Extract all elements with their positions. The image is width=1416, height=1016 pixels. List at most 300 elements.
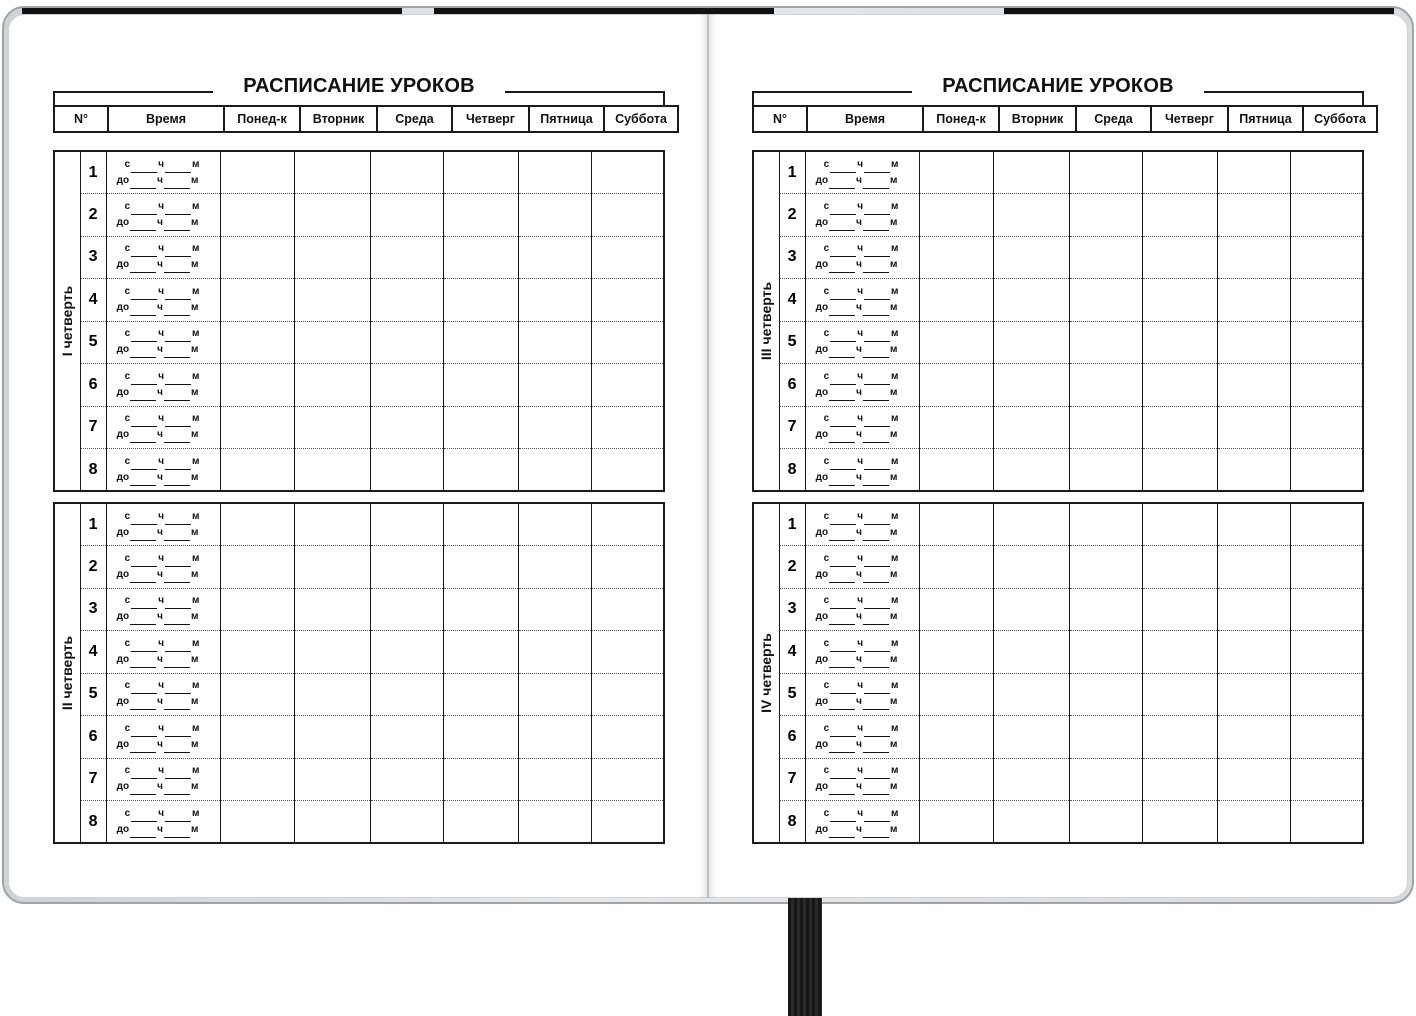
lesson-cell <box>370 546 443 589</box>
lesson-cell <box>920 503 994 546</box>
lesson-time: с ч м до ч м <box>106 236 220 279</box>
lesson-cell <box>1069 151 1142 194</box>
left-page <box>8 14 708 898</box>
lesson-row <box>753 449 1363 492</box>
lesson-cell <box>1142 364 1217 407</box>
lesson-number: 1 <box>80 151 106 194</box>
lesson-cell <box>1069 588 1142 631</box>
lesson-cell <box>370 503 443 546</box>
lesson-cell <box>920 673 994 716</box>
lesson-cell <box>443 449 518 492</box>
lesson-cell <box>994 716 1069 759</box>
schedule-title: РАСПИСАНИЕ УРОКОВ <box>942 75 1174 97</box>
lesson-cell <box>920 236 994 279</box>
lesson-number: 7 <box>80 406 106 449</box>
lesson-cell <box>592 588 664 631</box>
lesson-cell <box>1217 801 1290 844</box>
lesson-row <box>753 364 1363 407</box>
lesson-cell <box>1217 364 1290 407</box>
lesson-time: с ч м до ч м <box>106 588 220 631</box>
lesson-cell <box>1217 631 1290 674</box>
lesson-row <box>54 236 664 279</box>
column-header: Понед-к <box>224 106 300 132</box>
lesson-time: с ч м до ч м <box>106 546 220 589</box>
lesson-cell <box>518 279 591 322</box>
column-header: Суббота <box>1303 106 1377 132</box>
lesson-time: с ч м до ч м <box>106 449 220 492</box>
lesson-cell <box>1217 236 1290 279</box>
lesson-cell <box>592 236 664 279</box>
quarter-block <box>752 502 1364 844</box>
lesson-cell <box>518 503 591 546</box>
lesson-number: 2 <box>779 546 805 589</box>
lesson-cell <box>295 236 370 279</box>
lesson-cell <box>1217 716 1290 759</box>
lesson-cell <box>1217 588 1290 631</box>
lesson-cell <box>443 406 518 449</box>
lesson-time: с ч м до ч м <box>805 151 919 194</box>
lesson-number: 8 <box>80 449 106 492</box>
lesson-number: 6 <box>80 364 106 407</box>
lesson-cell <box>295 673 370 716</box>
lesson-cell <box>518 449 591 492</box>
lesson-cell <box>592 194 664 237</box>
lesson-cell <box>592 716 664 759</box>
lesson-cell <box>1217 279 1290 322</box>
lesson-cell <box>1142 194 1217 237</box>
lesson-number: 2 <box>80 194 106 237</box>
lesson-time: с ч м до ч м <box>106 716 220 759</box>
quarter-label: II четверть <box>54 503 80 843</box>
lesson-cell <box>994 236 1069 279</box>
lesson-cell <box>920 546 994 589</box>
lesson-cell <box>518 716 591 759</box>
lesson-cell <box>1069 673 1142 716</box>
lesson-cell <box>370 236 443 279</box>
lesson-cell <box>994 321 1069 364</box>
lesson-time: с ч м до ч м <box>805 321 919 364</box>
column-header: Среда <box>377 106 452 132</box>
lesson-time: с ч м до ч м <box>805 194 919 237</box>
lesson-cell <box>1291 758 1363 801</box>
lesson-row <box>54 801 664 844</box>
lesson-cell <box>221 673 295 716</box>
lesson-time: с ч м до ч м <box>106 758 220 801</box>
lesson-cell <box>443 279 518 322</box>
lesson-cell <box>1142 503 1217 546</box>
lesson-row <box>753 321 1363 364</box>
lesson-cell <box>221 449 295 492</box>
lesson-cell <box>592 503 664 546</box>
quarter-block <box>53 502 665 844</box>
schedule-left <box>53 75 665 844</box>
lesson-cell <box>994 801 1069 844</box>
column-header: Четверг <box>452 106 529 132</box>
lesson-cell <box>443 588 518 631</box>
lesson-time: с ч м до ч м <box>805 364 919 407</box>
lesson-cell <box>1291 236 1363 279</box>
lesson-cell <box>370 758 443 801</box>
lesson-time: с ч м до ч м <box>805 406 919 449</box>
lesson-cell <box>1069 406 1142 449</box>
lesson-cell <box>221 406 295 449</box>
lesson-row <box>54 588 664 631</box>
lesson-cell <box>1142 758 1217 801</box>
lesson-number: 8 <box>80 801 106 844</box>
lesson-cell <box>295 321 370 364</box>
lesson-cell <box>994 546 1069 589</box>
lesson-cell <box>443 673 518 716</box>
schedule-header <box>53 105 679 133</box>
lesson-number: 2 <box>779 194 805 237</box>
lesson-cell <box>295 588 370 631</box>
lesson-cell <box>518 801 591 844</box>
lesson-cell <box>1142 449 1217 492</box>
column-header: Суббота <box>604 106 678 132</box>
lesson-cell <box>221 758 295 801</box>
lesson-cell <box>221 194 295 237</box>
lesson-cell <box>370 449 443 492</box>
lesson-cell <box>920 631 994 674</box>
lesson-number: 7 <box>80 758 106 801</box>
lesson-cell <box>295 449 370 492</box>
lesson-number: 3 <box>779 588 805 631</box>
column-header: Вторник <box>999 106 1076 132</box>
lesson-cell <box>518 546 591 589</box>
lesson-cell <box>443 321 518 364</box>
column-header: Вторник <box>300 106 377 132</box>
lesson-cell <box>592 631 664 674</box>
lesson-cell <box>518 364 591 407</box>
lesson-cell <box>370 801 443 844</box>
lesson-cell <box>370 673 443 716</box>
lesson-number: 2 <box>80 546 106 589</box>
lesson-number: 5 <box>779 321 805 364</box>
lesson-cell <box>994 631 1069 674</box>
lesson-cell <box>994 503 1069 546</box>
lesson-number: 7 <box>779 406 805 449</box>
lesson-cell <box>518 631 591 674</box>
ribbon-bookmark <box>788 898 822 1016</box>
spine <box>700 14 716 898</box>
lesson-row <box>54 279 664 322</box>
lesson-cell <box>1069 631 1142 674</box>
lesson-cell <box>221 503 295 546</box>
lesson-cell <box>1217 321 1290 364</box>
lesson-cell <box>592 673 664 716</box>
lesson-cell <box>1069 758 1142 801</box>
lesson-cell <box>994 406 1069 449</box>
column-header: Время <box>807 106 923 132</box>
lesson-time: с ч м до ч м <box>805 279 919 322</box>
lesson-row <box>54 503 664 546</box>
lesson-number: 1 <box>779 503 805 546</box>
quarter-label: III четверть <box>753 151 779 491</box>
lesson-cell <box>295 194 370 237</box>
lesson-cell <box>221 631 295 674</box>
lesson-cell <box>443 236 518 279</box>
schedule-title-row <box>752 75 1364 105</box>
lesson-row <box>753 406 1363 449</box>
lesson-time: с ч м до ч м <box>106 151 220 194</box>
lesson-cell <box>295 758 370 801</box>
lesson-cell <box>443 758 518 801</box>
lesson-cell <box>1217 673 1290 716</box>
lesson-cell <box>1069 716 1142 759</box>
lesson-cell <box>1069 364 1142 407</box>
lesson-cell <box>592 321 664 364</box>
lesson-cell <box>518 588 591 631</box>
lesson-cell <box>518 151 591 194</box>
lesson-time: с ч м до ч м <box>106 364 220 407</box>
lesson-cell <box>221 364 295 407</box>
lesson-cell <box>221 151 295 194</box>
quarter-block <box>53 150 665 492</box>
lesson-row <box>54 449 664 492</box>
lesson-cell <box>370 716 443 759</box>
lesson-cell <box>295 801 370 844</box>
column-header: N° <box>54 106 108 132</box>
lesson-cell <box>1142 321 1217 364</box>
lesson-row <box>54 364 664 407</box>
lesson-cell <box>221 801 295 844</box>
lesson-time: с ч м до ч м <box>805 631 919 674</box>
lesson-cell <box>1291 546 1363 589</box>
lesson-cell <box>443 801 518 844</box>
lesson-cell <box>518 236 591 279</box>
lesson-cell <box>221 236 295 279</box>
lesson-cell <box>443 503 518 546</box>
lesson-cell <box>443 631 518 674</box>
column-header: Понед-к <box>923 106 999 132</box>
lesson-cell <box>1142 673 1217 716</box>
lesson-row <box>54 631 664 674</box>
lesson-cell <box>370 364 443 407</box>
lesson-cell <box>1142 546 1217 589</box>
lesson-time: с ч м до ч м <box>106 503 220 546</box>
lesson-cell <box>1069 546 1142 589</box>
lesson-time: с ч м до ч м <box>106 321 220 364</box>
lesson-row <box>54 151 664 194</box>
lesson-cell <box>370 279 443 322</box>
lesson-time: с ч м до ч м <box>106 673 220 716</box>
lesson-row <box>753 503 1363 546</box>
lesson-cell <box>920 588 994 631</box>
lesson-cell <box>370 151 443 194</box>
lesson-time: с ч м до ч м <box>106 801 220 844</box>
lesson-cell <box>1142 406 1217 449</box>
lesson-cell <box>1291 279 1363 322</box>
lesson-cell <box>920 194 994 237</box>
lesson-cell <box>443 364 518 407</box>
lesson-time: с ч м до ч м <box>805 716 919 759</box>
lesson-row <box>753 588 1363 631</box>
lesson-number: 5 <box>779 673 805 716</box>
lesson-cell <box>1069 449 1142 492</box>
schedule-right <box>752 75 1364 844</box>
lesson-cell <box>370 631 443 674</box>
lesson-cell <box>920 151 994 194</box>
lesson-number: 5 <box>80 673 106 716</box>
column-header: Среда <box>1076 106 1151 132</box>
lesson-time: с ч м до ч м <box>106 631 220 674</box>
lesson-number: 8 <box>779 801 805 844</box>
column-header: Пятница <box>1228 106 1303 132</box>
lesson-row <box>753 546 1363 589</box>
lesson-cell <box>295 279 370 322</box>
lesson-cell <box>1217 546 1290 589</box>
lesson-cell <box>592 758 664 801</box>
lesson-cell <box>592 801 664 844</box>
lesson-cell <box>1142 631 1217 674</box>
lesson-cell <box>443 151 518 194</box>
lesson-time: с ч м до ч м <box>805 449 919 492</box>
lesson-number: 1 <box>779 151 805 194</box>
lesson-cell <box>920 406 994 449</box>
lesson-cell <box>1069 503 1142 546</box>
quarter-label: IV четверть <box>753 503 779 843</box>
lesson-number: 6 <box>779 364 805 407</box>
lesson-cell <box>518 194 591 237</box>
right-page <box>708 14 1408 898</box>
column-header: Время <box>108 106 224 132</box>
lesson-time: с ч м до ч м <box>805 503 919 546</box>
column-header: Четверг <box>1151 106 1228 132</box>
lesson-time: с ч м до ч м <box>106 279 220 322</box>
lesson-cell <box>1069 801 1142 844</box>
lesson-cell <box>221 321 295 364</box>
lesson-cell <box>1291 716 1363 759</box>
lesson-cell <box>1217 151 1290 194</box>
lesson-row <box>753 716 1363 759</box>
lesson-cell <box>1142 236 1217 279</box>
lesson-cell <box>1142 151 1217 194</box>
lesson-cell <box>1291 631 1363 674</box>
lesson-cell <box>295 503 370 546</box>
lesson-cell <box>1291 801 1363 844</box>
lesson-row <box>753 801 1363 844</box>
lesson-number: 1 <box>80 503 106 546</box>
lesson-number: 3 <box>80 588 106 631</box>
lesson-cell <box>592 546 664 589</box>
schedule-title-row <box>53 75 665 105</box>
lesson-cell <box>994 673 1069 716</box>
lesson-number: 3 <box>779 236 805 279</box>
lesson-cell <box>1069 279 1142 322</box>
lesson-row <box>753 151 1363 194</box>
lesson-row <box>753 758 1363 801</box>
lesson-cell <box>920 449 994 492</box>
quarter-block <box>752 150 1364 492</box>
lesson-time: с ч м до ч м <box>106 406 220 449</box>
lesson-cell <box>518 758 591 801</box>
lesson-cell <box>1217 406 1290 449</box>
lesson-cell <box>443 194 518 237</box>
lesson-row <box>54 546 664 589</box>
lesson-number: 8 <box>779 449 805 492</box>
lesson-row <box>54 673 664 716</box>
lesson-cell <box>221 546 295 589</box>
lesson-cell <box>370 321 443 364</box>
lesson-cell <box>920 801 994 844</box>
lesson-number: 5 <box>80 321 106 364</box>
lesson-row <box>54 321 664 364</box>
lesson-cell <box>1291 406 1363 449</box>
lesson-cell <box>920 758 994 801</box>
lesson-cell <box>1142 279 1217 322</box>
lesson-cell <box>221 588 295 631</box>
column-header: N° <box>753 106 807 132</box>
lesson-time: с ч м до ч м <box>106 194 220 237</box>
lesson-cell <box>920 321 994 364</box>
lesson-cell <box>1291 588 1363 631</box>
lesson-number: 6 <box>80 716 106 759</box>
lesson-number: 4 <box>779 279 805 322</box>
lesson-time: с ч м до ч м <box>805 588 919 631</box>
lesson-cell <box>1291 321 1363 364</box>
lesson-row <box>753 631 1363 674</box>
schedule-title: РАСПИСАНИЕ УРОКОВ <box>243 75 475 97</box>
lesson-cell <box>1142 801 1217 844</box>
lesson-cell <box>221 716 295 759</box>
lesson-cell <box>518 406 591 449</box>
lesson-time: с ч м до ч м <box>805 236 919 279</box>
lesson-cell <box>518 673 591 716</box>
lesson-cell <box>295 546 370 589</box>
lesson-cell <box>1217 503 1290 546</box>
lesson-cell <box>1291 673 1363 716</box>
lesson-cell <box>592 364 664 407</box>
lesson-row <box>54 716 664 759</box>
lesson-cell <box>994 279 1069 322</box>
lesson-cell <box>994 364 1069 407</box>
lesson-cell <box>592 151 664 194</box>
lesson-cell <box>1291 503 1363 546</box>
lesson-cell <box>592 449 664 492</box>
lesson-cell <box>1291 151 1363 194</box>
lesson-number: 4 <box>779 631 805 674</box>
lesson-row <box>54 406 664 449</box>
lesson-number: 7 <box>779 758 805 801</box>
lesson-cell <box>1069 321 1142 364</box>
lesson-number: 4 <box>80 279 106 322</box>
lesson-row <box>753 673 1363 716</box>
lesson-cell <box>295 716 370 759</box>
lesson-cell <box>1217 449 1290 492</box>
lesson-number: 3 <box>80 236 106 279</box>
lesson-cell <box>1069 194 1142 237</box>
lesson-cell <box>221 279 295 322</box>
lesson-cell <box>1291 449 1363 492</box>
lesson-cell <box>592 406 664 449</box>
lesson-cell <box>295 151 370 194</box>
lesson-cell <box>994 758 1069 801</box>
lesson-cell <box>443 546 518 589</box>
lesson-cell <box>994 194 1069 237</box>
lesson-number: 6 <box>779 716 805 759</box>
lesson-number: 4 <box>80 631 106 674</box>
lesson-cell <box>994 151 1069 194</box>
lesson-cell <box>994 449 1069 492</box>
lesson-cell <box>1291 194 1363 237</box>
lesson-time: с ч м до ч м <box>805 801 919 844</box>
lesson-cell <box>1142 588 1217 631</box>
lesson-row <box>54 194 664 237</box>
lesson-row <box>54 758 664 801</box>
lesson-time: с ч м до ч м <box>805 673 919 716</box>
lesson-cell <box>370 194 443 237</box>
lesson-cell <box>443 716 518 759</box>
